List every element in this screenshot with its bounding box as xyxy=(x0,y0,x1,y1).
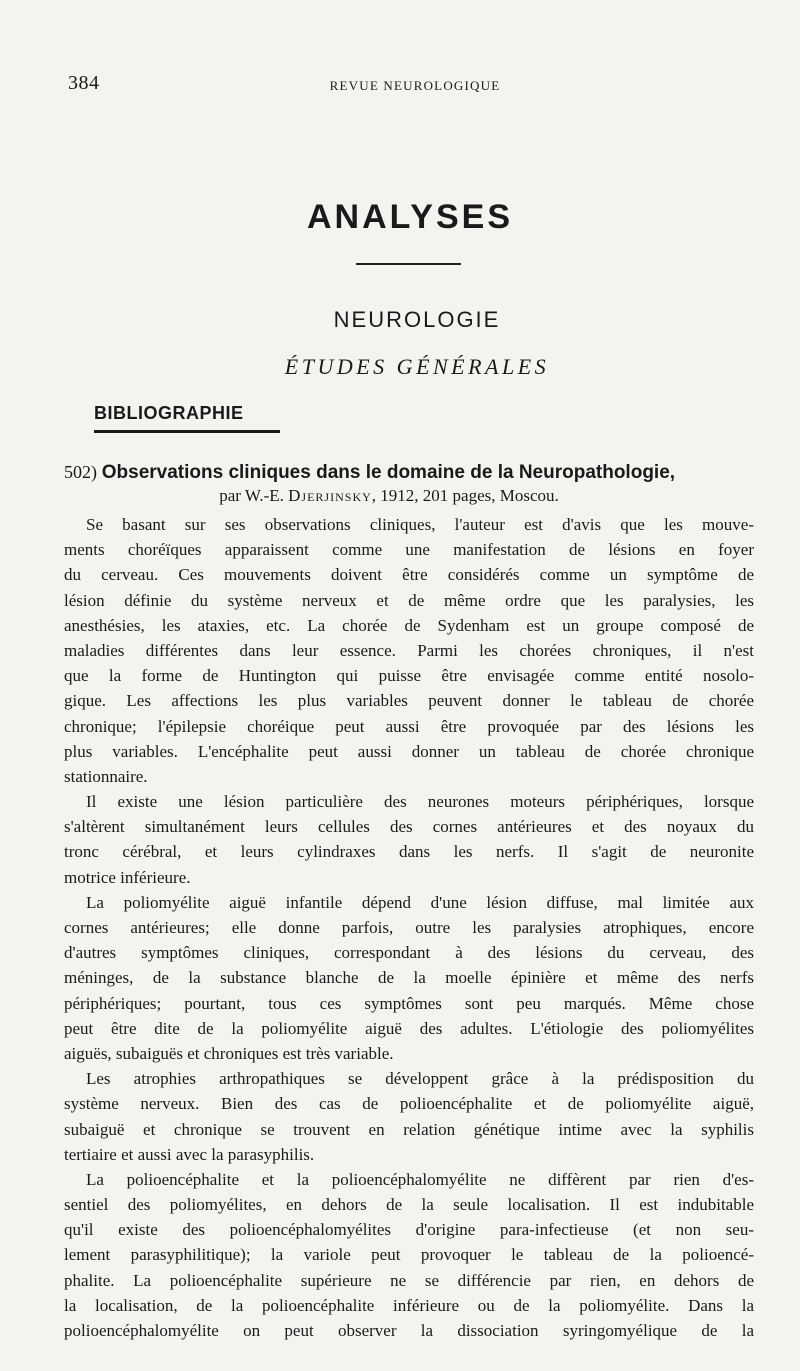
text-line: cornes antérieures; elle donne parfois, outre les paralysies atrophiques, encore xyxy=(64,918,754,937)
text-line: qu'il existe des polioencéphalomyélites d'origine para-infectieuse (et non seu- xyxy=(64,1220,754,1240)
analysis-body xyxy=(64,512,754,1343)
text-line: motrice inférieure. xyxy=(64,867,191,887)
text-line: que la forme de Huntington qui puisse être envisagée comme entité nosolo- xyxy=(64,666,754,686)
text-line: lement parasyphilitique); la variole peut provoquer le tableau de la polioencé- xyxy=(64,1245,754,1265)
text-line: Les atrophies arthropathiques se développent grâce à la prédisposition du xyxy=(86,1069,754,1089)
text-line: peut être dite de la poliomyélite aiguë des adultes. L'étiologie des poliomyélites xyxy=(64,1018,754,1038)
text-line: Il existe une lésion particulière des neurones moteurs périphériques, lorsque xyxy=(86,792,754,812)
text-line: sentiel des poliomyélites, en dehors de la seule localisation. Il est indubitable xyxy=(64,1195,754,1215)
text-line: Se basant sur ses observations cliniques, l'auteur est d'avis que les mouve- xyxy=(86,515,754,534)
text-line: lésion définie du système nerveux et de même ordre que les paralysies, les xyxy=(64,590,754,610)
bibliography-underline xyxy=(94,430,280,433)
category-title: ÉTUDES GÉNÉRALES xyxy=(284,354,550,379)
text-line: d'autres symptômes cliniques, correspondant à des lésions du cerveau, des xyxy=(64,943,754,963)
text-line: chronique; l'épilepsie choréique peut aussi être provoquée par des lésions les xyxy=(64,716,754,736)
entry-by: par W.-E. xyxy=(219,486,284,505)
entry-header xyxy=(64,462,754,506)
running-head: REVUE NEUROLOGIQUE xyxy=(329,78,501,93)
text-line: aiguës, subaiguës et chroniques est très variable. xyxy=(64,1043,394,1063)
text-line: tertiaire et aussi avec la parasyphilis. xyxy=(64,1144,315,1164)
text-line: stationnaire. xyxy=(64,766,148,786)
entry-author: Djerjinsky xyxy=(288,486,372,505)
text-line: du cerveau. Ces mouvements doivent être considérés comme un symptôme de xyxy=(64,565,754,585)
text-line: périphériques; pourtant, tous ces symptômes sont peu marqués. Même chose xyxy=(64,993,754,1013)
text-line: La poliomyélite aiguë infantile dépend d'une lésion diffuse, mal limitée aux xyxy=(86,892,754,912)
text-line: la localisation, de la polioencéphalite inférieure ou de la poliomyélite. Dans la xyxy=(64,1295,754,1315)
text-line: gique. Les affections les plus variables peuvent donner le tableau de chorée xyxy=(64,691,754,711)
subsection-title: NEUROLOGIE xyxy=(333,307,501,332)
text-line: ments choréïques apparaissent comme une manifestation de lésions en foyer xyxy=(64,540,754,560)
entry-number: 502) xyxy=(64,462,97,482)
text-line: polioencéphalomyélite on peut observer la dissociation syringomyélique de la xyxy=(64,1321,754,1340)
entry-details: , 1912, 201 pages, Moscou. xyxy=(371,486,559,505)
text-line: système nerveux. Bien des cas de polioencéphalite et de poliomyélite aiguë, xyxy=(64,1094,754,1114)
title-divider xyxy=(356,263,461,265)
text-line: s'altèrent simultanément leurs cellules des cornes antérieures et des noyaux du xyxy=(64,817,754,837)
text-line: subaiguë et chronique se trouvent en relation génétique intime avec la syphilis xyxy=(64,1119,754,1139)
section-title: ANALYSES xyxy=(306,198,514,236)
text-line: méninges, de la substance blanche de la moelle épinière et même des nerfs xyxy=(64,968,754,988)
page-number: 384 xyxy=(68,72,100,94)
text-line: maladies différentes dans leur essence. Parmi les chorées chroniques, il n'est xyxy=(64,640,754,660)
text-line: plus variables. L'encéphalite peut aussi donner un tableau de chorée chronique xyxy=(64,741,754,761)
entry-title: Observations cliniques dans le domaine de la Neuropathologie, xyxy=(101,462,676,483)
text-line: tronc cérébral, et leurs cylindraxes dans les nerfs. Il s'agit de neuronite xyxy=(64,842,754,862)
text-line: phalite. La polioencéphalite supérieure ne se différencie par rien, en dehors de xyxy=(64,1270,754,1290)
text-line: anesthésies, les ataxies, etc. La chorée de Sydenham est un groupe composé de xyxy=(64,615,754,635)
bibliography-heading: BIBLIOGRAPHIE xyxy=(94,403,244,423)
entry-byline xyxy=(64,486,754,506)
text-line: La polioencéphalite et la polioencéphalomyélite ne diffèrent par rien d'es- xyxy=(86,1169,754,1189)
